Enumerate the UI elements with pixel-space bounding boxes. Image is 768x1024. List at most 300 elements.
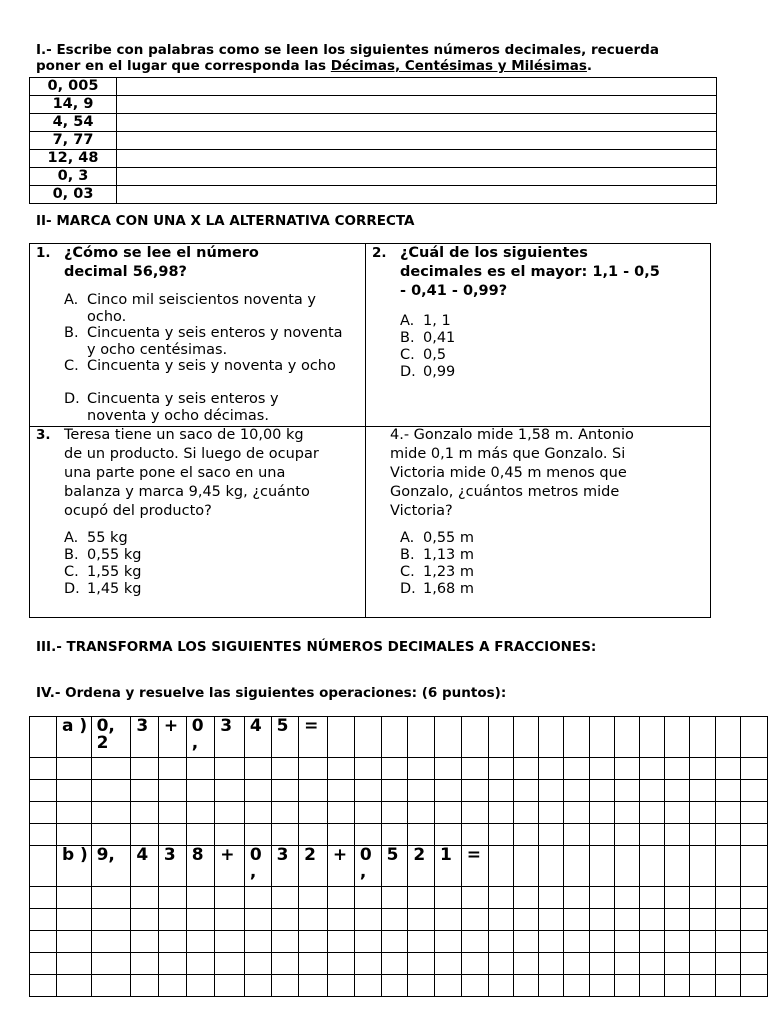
grid-cell[interactable] <box>186 717 214 758</box>
grid-cell[interactable] <box>299 931 328 953</box>
grid-cell[interactable] <box>271 717 299 758</box>
grid-cell[interactable] <box>715 953 740 975</box>
grid-cell[interactable] <box>131 824 159 846</box>
grid-cell[interactable] <box>539 802 564 824</box>
grid-cell[interactable] <box>589 717 614 758</box>
grid-cell[interactable] <box>327 909 354 931</box>
question-4-option-d[interactable] <box>400 581 474 598</box>
grid-cell[interactable] <box>244 824 271 846</box>
grid-cell[interactable] <box>354 975 381 997</box>
grid-cell[interactable] <box>56 780 91 802</box>
grid-cell[interactable] <box>91 802 131 824</box>
grid-cell[interactable] <box>435 802 462 824</box>
grid-cell[interactable] <box>715 931 740 953</box>
grid-cell[interactable] <box>690 953 715 975</box>
grid-cell[interactable] <box>354 846 381 887</box>
question-4-option-c[interactable] <box>400 564 474 581</box>
grid-cell[interactable] <box>740 846 767 887</box>
grid-cell[interactable] <box>186 824 214 846</box>
grid-cell[interactable] <box>665 909 690 931</box>
grid-cell[interactable] <box>589 975 614 997</box>
grid-cell[interactable] <box>408 846 435 887</box>
grid-cell[interactable] <box>488 824 513 846</box>
grid-cell[interactable] <box>131 717 159 758</box>
question-2-option-d[interactable] <box>400 364 455 381</box>
grid-cell[interactable] <box>461 887 488 909</box>
answer-cell[interactable] <box>117 96 717 114</box>
grid-cell[interactable] <box>381 846 408 887</box>
grid-cell[interactable] <box>354 887 381 909</box>
grid-cell[interactable] <box>740 975 767 997</box>
grid-cell[interactable] <box>513 824 538 846</box>
grid-cell[interactable] <box>690 846 715 887</box>
grid-cell[interactable] <box>271 887 299 909</box>
grid-cell[interactable] <box>564 909 589 931</box>
grid-cell[interactable] <box>488 758 513 780</box>
grid-cell[interactable] <box>740 717 767 758</box>
grid-cell[interactable] <box>91 846 131 887</box>
grid-cell[interactable] <box>564 717 589 758</box>
grid-cell[interactable] <box>215 953 245 975</box>
grid-cell[interactable] <box>158 802 186 824</box>
grid-cell[interactable] <box>354 780 381 802</box>
grid-cell[interactable] <box>158 887 186 909</box>
grid-cell[interactable] <box>715 887 740 909</box>
grid-cell[interactable] <box>381 717 408 758</box>
grid-cell[interactable] <box>589 953 614 975</box>
grid-cell[interactable] <box>327 887 354 909</box>
grid-cell[interactable] <box>461 824 488 846</box>
grid-cell[interactable] <box>244 953 271 975</box>
question-2-option-a[interactable] <box>400 313 451 330</box>
grid-cell[interactable] <box>539 846 564 887</box>
grid-cell[interactable] <box>158 717 186 758</box>
grid-cell[interactable] <box>461 909 488 931</box>
grid-cell[interactable] <box>435 909 462 931</box>
grid-cell[interactable] <box>539 717 564 758</box>
question-2-option-c[interactable] <box>400 347 446 364</box>
grid-cell[interactable] <box>131 975 159 997</box>
grid-cell[interactable] <box>215 717 245 758</box>
grid-cell[interactable] <box>271 846 299 887</box>
grid-cell[interactable] <box>435 846 462 887</box>
grid-cell[interactable] <box>215 846 245 887</box>
answer-cell[interactable] <box>117 186 717 204</box>
grid-cell[interactable] <box>30 953 57 975</box>
grid-cell[interactable] <box>215 802 245 824</box>
grid-cell[interactable] <box>186 953 214 975</box>
grid-cell[interactable] <box>244 887 271 909</box>
question-3-option-a[interactable] <box>64 530 128 547</box>
grid-cell[interactable] <box>740 887 767 909</box>
grid-cell[interactable] <box>589 802 614 824</box>
grid-cell[interactable] <box>381 824 408 846</box>
grid-cell[interactable] <box>271 780 299 802</box>
answer-cell[interactable] <box>117 168 717 186</box>
grid-cell[interactable] <box>299 953 328 975</box>
grid-cell[interactable] <box>639 887 664 909</box>
grid-cell[interactable] <box>690 717 715 758</box>
grid-cell[interactable] <box>488 931 513 953</box>
grid-cell[interactable] <box>299 975 328 997</box>
grid-cell[interactable] <box>564 802 589 824</box>
grid-cell[interactable] <box>408 931 435 953</box>
grid-cell[interactable] <box>354 758 381 780</box>
question-3-option-c[interactable] <box>64 564 142 581</box>
grid-cell[interactable] <box>30 802 57 824</box>
grid-cell[interactable] <box>690 758 715 780</box>
grid-cell[interactable] <box>158 975 186 997</box>
grid-cell[interactable] <box>354 824 381 846</box>
grid-cell[interactable] <box>513 717 538 758</box>
grid-cell[interactable] <box>381 931 408 953</box>
grid-cell[interactable] <box>91 909 131 931</box>
grid-cell[interactable] <box>564 887 589 909</box>
grid-cell[interactable] <box>381 802 408 824</box>
grid-cell[interactable] <box>131 953 159 975</box>
grid-cell[interactable] <box>665 802 690 824</box>
grid-cell[interactable] <box>690 887 715 909</box>
grid-cell[interactable] <box>215 931 245 953</box>
grid-cell[interactable] <box>158 846 186 887</box>
grid-cell[interactable] <box>513 758 538 780</box>
grid-cell[interactable] <box>513 909 538 931</box>
grid-cell[interactable] <box>299 717 328 758</box>
grid-cell[interactable] <box>158 824 186 846</box>
grid-cell[interactable] <box>539 824 564 846</box>
grid-cell[interactable] <box>299 887 328 909</box>
grid-cell[interactable] <box>461 846 488 887</box>
grid-cell[interactable] <box>639 953 664 975</box>
grid-cell[interactable] <box>690 931 715 953</box>
grid-cell[interactable] <box>740 953 767 975</box>
grid-cell[interactable] <box>381 758 408 780</box>
grid-cell[interactable] <box>327 758 354 780</box>
grid-cell[interactable] <box>740 824 767 846</box>
grid-cell[interactable] <box>131 802 159 824</box>
grid-cell[interactable] <box>158 931 186 953</box>
grid-cell[interactable] <box>271 931 299 953</box>
grid-cell[interactable] <box>354 802 381 824</box>
grid-cell[interactable] <box>715 846 740 887</box>
grid-cell[interactable] <box>488 909 513 931</box>
question-1-option-c[interactable] <box>64 358 359 375</box>
grid-cell[interactable] <box>91 780 131 802</box>
grid-cell[interactable] <box>271 758 299 780</box>
grid-cell[interactable] <box>408 953 435 975</box>
grid-cell[interactable] <box>91 717 131 758</box>
grid-cell[interactable] <box>665 846 690 887</box>
grid-cell[interactable] <box>30 931 57 953</box>
grid-cell[interactable] <box>30 975 57 997</box>
grid-cell[interactable] <box>215 909 245 931</box>
grid-cell[interactable] <box>327 931 354 953</box>
grid-cell[interactable] <box>513 802 538 824</box>
grid-cell[interactable] <box>488 887 513 909</box>
grid-cell[interactable] <box>513 887 538 909</box>
grid-cell[interactable] <box>435 931 462 953</box>
grid-cell[interactable] <box>381 887 408 909</box>
grid-cell[interactable] <box>271 953 299 975</box>
grid-cell[interactable] <box>186 909 214 931</box>
grid-cell[interactable] <box>131 780 159 802</box>
grid-cell[interactable] <box>639 909 664 931</box>
grid-cell[interactable] <box>186 975 214 997</box>
grid-cell[interactable] <box>539 887 564 909</box>
grid-cell[interactable] <box>186 887 214 909</box>
grid-cell[interactable] <box>56 887 91 909</box>
grid-cell[interactable] <box>91 824 131 846</box>
grid-cell[interactable] <box>539 780 564 802</box>
grid-cell[interactable] <box>327 717 354 758</box>
grid-cell[interactable] <box>327 953 354 975</box>
grid-cell[interactable] <box>30 824 57 846</box>
grid-cell[interactable] <box>665 758 690 780</box>
grid-cell[interactable] <box>690 909 715 931</box>
grid-cell[interactable] <box>215 780 245 802</box>
grid-cell[interactable] <box>690 824 715 846</box>
grid-cell[interactable] <box>244 780 271 802</box>
grid-cell[interactable] <box>408 802 435 824</box>
grid-cell[interactable] <box>381 909 408 931</box>
grid-cell[interactable] <box>186 780 214 802</box>
grid-cell[interactable] <box>354 953 381 975</box>
grid-cell[interactable] <box>564 758 589 780</box>
grid-cell[interactable] <box>589 780 614 802</box>
grid-cell[interactable] <box>91 953 131 975</box>
grid-cell[interactable] <box>271 824 299 846</box>
grid-cell[interactable] <box>30 887 57 909</box>
grid-cell[interactable] <box>740 909 767 931</box>
grid-cell[interactable] <box>408 717 435 758</box>
grid-cell[interactable] <box>589 758 614 780</box>
grid-cell[interactable] <box>564 975 589 997</box>
grid-cell[interactable] <box>614 931 639 953</box>
grid-cell[interactable] <box>461 802 488 824</box>
answer-cell[interactable] <box>117 114 717 132</box>
grid-cell[interactable] <box>614 758 639 780</box>
question-4-option-a[interactable] <box>400 530 474 547</box>
grid-cell[interactable] <box>299 824 328 846</box>
grid-cell[interactable] <box>299 909 328 931</box>
grid-cell[interactable] <box>740 780 767 802</box>
grid-cell[interactable] <box>589 824 614 846</box>
grid-cell[interactable] <box>461 717 488 758</box>
grid-cell[interactable] <box>690 780 715 802</box>
grid-cell[interactable] <box>639 824 664 846</box>
grid-cell[interactable] <box>158 758 186 780</box>
grid-cell[interactable] <box>665 824 690 846</box>
grid-cell[interactable] <box>435 887 462 909</box>
grid-cell[interactable] <box>614 780 639 802</box>
grid-cell[interactable] <box>715 780 740 802</box>
grid-cell[interactable] <box>614 953 639 975</box>
grid-cell[interactable] <box>740 931 767 953</box>
grid-cell[interactable] <box>244 931 271 953</box>
answer-cell[interactable] <box>117 150 717 168</box>
grid-cell[interactable] <box>488 780 513 802</box>
grid-cell[interactable] <box>665 780 690 802</box>
grid-cell[interactable] <box>589 931 614 953</box>
answer-cell[interactable] <box>117 132 717 150</box>
grid-cell[interactable] <box>614 824 639 846</box>
grid-cell[interactable] <box>435 824 462 846</box>
grid-cell[interactable] <box>614 887 639 909</box>
grid-cell[interactable] <box>91 758 131 780</box>
grid-cell[interactable] <box>215 887 245 909</box>
grid-cell[interactable] <box>408 780 435 802</box>
grid-cell[interactable] <box>564 846 589 887</box>
grid-cell[interactable] <box>639 931 664 953</box>
grid-cell[interactable] <box>91 887 131 909</box>
grid-cell[interactable] <box>244 758 271 780</box>
grid-cell[interactable] <box>715 909 740 931</box>
grid-cell[interactable] <box>131 758 159 780</box>
grid-cell[interactable] <box>665 953 690 975</box>
grid-cell[interactable] <box>131 931 159 953</box>
grid-cell[interactable] <box>244 909 271 931</box>
grid-cell[interactable] <box>56 802 91 824</box>
grid-cell[interactable] <box>639 717 664 758</box>
grid-cell[interactable] <box>271 975 299 997</box>
grid-cell[interactable] <box>131 846 159 887</box>
grid-cell[interactable] <box>513 846 538 887</box>
question-1-option-d[interactable] <box>64 391 359 425</box>
grid-cell[interactable] <box>408 758 435 780</box>
grid-cell[interactable] <box>408 909 435 931</box>
grid-cell[interactable] <box>30 780 57 802</box>
grid-cell[interactable] <box>408 975 435 997</box>
grid-cell[interactable] <box>354 931 381 953</box>
grid-cell[interactable] <box>665 717 690 758</box>
grid-cell[interactable] <box>56 717 91 758</box>
grid-cell[interactable] <box>715 717 740 758</box>
grid-cell[interactable] <box>299 758 328 780</box>
grid-cell[interactable] <box>186 931 214 953</box>
question-4-option-b[interactable] <box>400 547 474 564</box>
grid-cell[interactable] <box>215 824 245 846</box>
grid-cell[interactable] <box>56 846 91 887</box>
grid-cell[interactable] <box>354 717 381 758</box>
question-2-option-b[interactable] <box>400 330 455 347</box>
grid-cell[interactable] <box>131 887 159 909</box>
grid-cell[interactable] <box>435 717 462 758</box>
grid-cell[interactable] <box>435 975 462 997</box>
grid-cell[interactable] <box>740 802 767 824</box>
grid-cell[interactable] <box>56 758 91 780</box>
grid-cell[interactable] <box>539 758 564 780</box>
grid-cell[interactable] <box>614 717 639 758</box>
grid-cell[interactable] <box>244 802 271 824</box>
question-3-option-d[interactable] <box>64 581 142 598</box>
grid-cell[interactable] <box>539 909 564 931</box>
grid-cell[interactable] <box>244 975 271 997</box>
grid-cell[interactable] <box>690 802 715 824</box>
grid-cell[interactable] <box>589 909 614 931</box>
grid-cell[interactable] <box>354 909 381 931</box>
grid-cell[interactable] <box>639 846 664 887</box>
grid-cell[interactable] <box>639 975 664 997</box>
grid-cell[interactable] <box>690 975 715 997</box>
grid-cell[interactable] <box>299 802 328 824</box>
grid-cell[interactable] <box>665 931 690 953</box>
question-1-option-a[interactable] <box>64 292 359 326</box>
grid-cell[interactable] <box>435 953 462 975</box>
grid-cell[interactable] <box>461 758 488 780</box>
grid-cell[interactable] <box>158 780 186 802</box>
grid-cell[interactable] <box>589 846 614 887</box>
grid-cell[interactable] <box>461 780 488 802</box>
grid-cell[interactable] <box>614 909 639 931</box>
grid-cell[interactable] <box>131 909 159 931</box>
grid-cell[interactable] <box>488 802 513 824</box>
grid-cell[interactable] <box>461 931 488 953</box>
grid-cell[interactable] <box>56 953 91 975</box>
grid-cell[interactable] <box>715 824 740 846</box>
grid-cell[interactable] <box>30 758 57 780</box>
grid-cell[interactable] <box>488 846 513 887</box>
grid-cell[interactable] <box>639 802 664 824</box>
grid-cell[interactable] <box>271 802 299 824</box>
grid-cell[interactable] <box>327 802 354 824</box>
grid-cell[interactable] <box>539 953 564 975</box>
grid-cell[interactable] <box>614 975 639 997</box>
grid-cell[interactable] <box>56 931 91 953</box>
grid-cell[interactable] <box>381 953 408 975</box>
grid-cell[interactable] <box>244 846 271 887</box>
grid-cell[interactable] <box>539 931 564 953</box>
grid-cell[interactable] <box>158 953 186 975</box>
grid-cell[interactable] <box>740 758 767 780</box>
answer-cell[interactable] <box>117 78 717 96</box>
grid-cell[interactable] <box>715 975 740 997</box>
grid-cell[interactable] <box>665 975 690 997</box>
grid-cell[interactable] <box>488 953 513 975</box>
grid-cell[interactable] <box>30 717 57 758</box>
grid-cell[interactable] <box>408 887 435 909</box>
grid-cell[interactable] <box>186 846 214 887</box>
grid-cell[interactable] <box>589 887 614 909</box>
grid-cell[interactable] <box>327 824 354 846</box>
grid-cell[interactable] <box>271 909 299 931</box>
grid-cell[interactable] <box>564 824 589 846</box>
grid-cell[interactable] <box>186 758 214 780</box>
grid-cell[interactable] <box>488 717 513 758</box>
grid-cell[interactable] <box>665 887 690 909</box>
grid-cell[interactable] <box>56 909 91 931</box>
grid-cell[interactable] <box>327 975 354 997</box>
grid-cell[interactable] <box>91 931 131 953</box>
grid-cell[interactable] <box>715 802 740 824</box>
grid-cell[interactable] <box>30 909 57 931</box>
grid-cell[interactable] <box>381 975 408 997</box>
grid-cell[interactable] <box>513 780 538 802</box>
grid-cell[interactable] <box>299 780 328 802</box>
grid-cell[interactable] <box>639 780 664 802</box>
grid-cell[interactable] <box>435 780 462 802</box>
grid-cell[interactable] <box>30 846 57 887</box>
grid-cell[interactable] <box>513 953 538 975</box>
grid-cell[interactable] <box>299 846 328 887</box>
grid-cell[interactable] <box>614 802 639 824</box>
grid-cell[interactable] <box>564 780 589 802</box>
grid-cell[interactable] <box>158 909 186 931</box>
grid-cell[interactable] <box>56 824 91 846</box>
grid-cell[interactable] <box>244 717 271 758</box>
grid-cell[interactable] <box>327 780 354 802</box>
grid-cell[interactable] <box>539 975 564 997</box>
grid-cell[interactable] <box>56 975 91 997</box>
